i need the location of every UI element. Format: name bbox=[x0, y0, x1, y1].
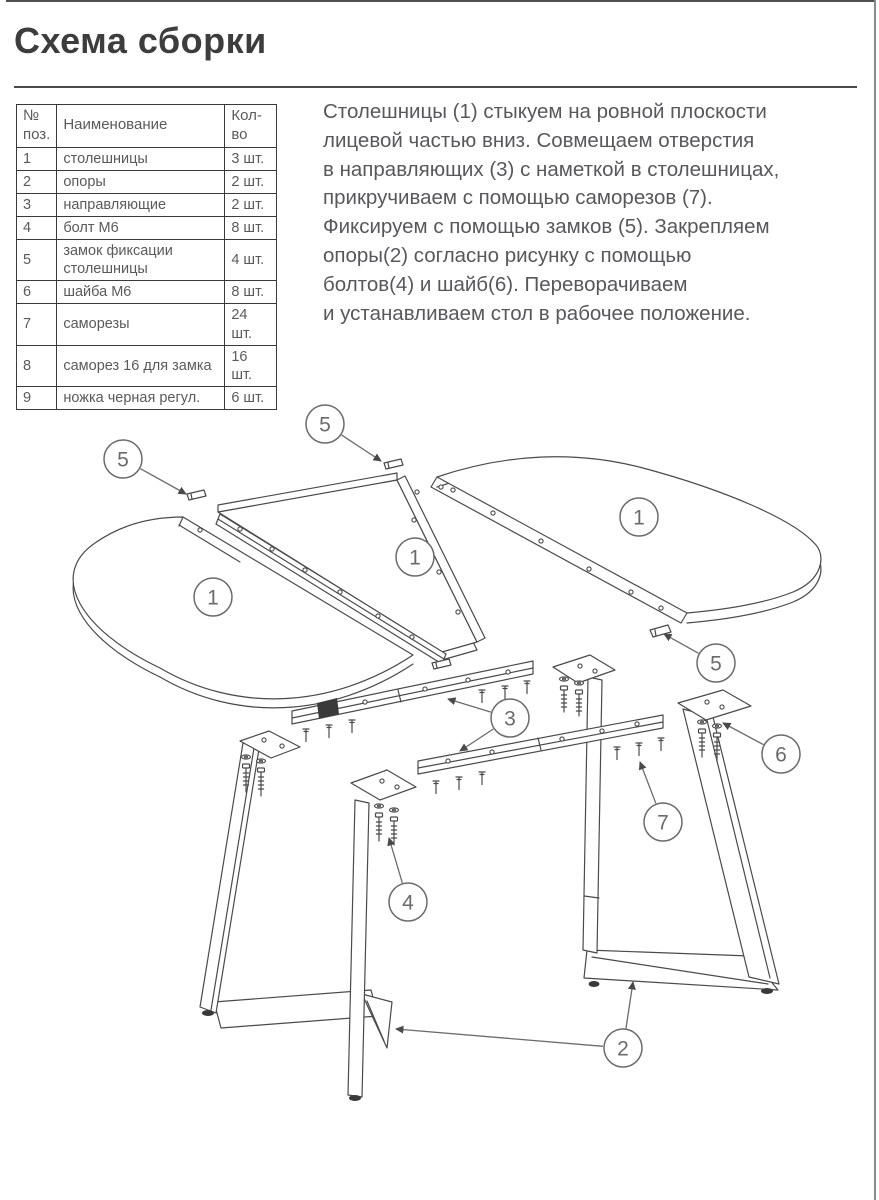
instruction-line: лицевой частью вниз. Совмещаем отверстия bbox=[323, 128, 755, 152]
callout-arrow bbox=[342, 435, 381, 461]
parts-table-column-header: № поз. bbox=[17, 105, 57, 148]
parts-table-cell: 3 bbox=[17, 193, 57, 216]
parts-table-cell: 1 bbox=[17, 147, 57, 170]
parts-table-column-header: Кол-во bbox=[225, 105, 277, 148]
parts-table-cell: 8 шт. bbox=[225, 281, 277, 304]
parts-table-row bbox=[17, 281, 277, 304]
page-title: Схема сборки bbox=[14, 20, 267, 61]
guide-rail-lower bbox=[418, 715, 663, 774]
parts-table-cell: опоры bbox=[57, 170, 225, 193]
instruction-line: Фиксируем с помощью замков (5). Закрепляем bbox=[323, 215, 770, 239]
instruction-line: в направляющих (3) с наметкой в столешницах, bbox=[323, 157, 780, 181]
callout-number: 1 bbox=[633, 506, 645, 530]
parts-table-row bbox=[17, 193, 277, 216]
parts-table-row bbox=[17, 147, 277, 170]
title-underline bbox=[14, 86, 857, 88]
parts-table-cell: саморезы bbox=[57, 304, 225, 345]
callout-number: 3 bbox=[504, 707, 516, 731]
parts-table-cell: 24 шт. bbox=[225, 304, 277, 345]
parts-table-cell: столешницы bbox=[57, 147, 225, 170]
parts-table-column-header: Наименование bbox=[57, 105, 225, 148]
callout-arrow bbox=[448, 699, 491, 712]
parts-table-cell: 6 bbox=[17, 281, 57, 304]
callout-number: 2 bbox=[617, 1037, 629, 1061]
callout-arrow bbox=[140, 469, 186, 494]
parts-table-cell: 16 шт. bbox=[225, 345, 277, 386]
support-frame-left bbox=[200, 731, 416, 1101]
page-top-border bbox=[6, 0, 875, 2]
parts-table-cell: 2 шт. bbox=[225, 193, 277, 216]
parts-table-cell: 9 bbox=[17, 386, 57, 409]
callout-arrow bbox=[626, 982, 633, 1028]
assembly-diagram bbox=[0, 400, 879, 1140]
parts-table-cell: болт М6 bbox=[57, 216, 225, 239]
instruction-line: Столешницы (1) стыкуем на ровной плоскости bbox=[323, 100, 767, 123]
callout-number: 5 bbox=[117, 448, 129, 472]
parts-table-row bbox=[17, 216, 277, 239]
callout-number: 1 bbox=[409, 546, 421, 570]
callout-number: 7 bbox=[657, 811, 669, 835]
callout-number: 5 bbox=[319, 413, 331, 437]
instruction-line: и устанавливаем стол в рабочее положение. bbox=[323, 301, 751, 325]
parts-table-cell: 7 bbox=[17, 304, 57, 345]
parts-table-header-row bbox=[17, 105, 277, 148]
parts-table-cell: 8 bbox=[17, 345, 57, 386]
assembly-instructions-text bbox=[323, 98, 871, 328]
parts-table-cell: 4 шт. bbox=[225, 240, 277, 281]
instruction-line: болтов(4) и шайб(6). Переворачиваем bbox=[323, 272, 688, 296]
parts-table-cell: 4 bbox=[17, 216, 57, 239]
parts-table-row bbox=[17, 240, 277, 281]
tabletop-right-section bbox=[431, 457, 821, 623]
callout-number: 4 bbox=[402, 891, 414, 915]
parts-table-cell: 6 шт. bbox=[225, 386, 277, 409]
parts-table-row bbox=[17, 170, 277, 193]
parts-table-row bbox=[17, 345, 277, 386]
callout-arrow bbox=[640, 762, 656, 803]
callout-number: 6 bbox=[775, 743, 787, 767]
parts-table-cell: 3 шт. bbox=[225, 147, 277, 170]
parts-table-row bbox=[17, 304, 277, 345]
callout-number: 1 bbox=[207, 586, 219, 610]
parts-table-cell: замок фиксации столешницы bbox=[57, 240, 225, 281]
parts-table bbox=[16, 104, 277, 410]
parts-table-cell: 8 шт. bbox=[225, 216, 277, 239]
parts-table-cell: шайба М6 bbox=[57, 281, 225, 304]
callout-arrow bbox=[389, 838, 402, 883]
parts-table-cell: саморез 16 для замка bbox=[57, 345, 225, 386]
parts-table-cell: 5 bbox=[17, 240, 57, 281]
parts-table-cell: 2 bbox=[17, 170, 57, 193]
callout-arrow bbox=[664, 634, 699, 653]
parts-table-cell: 2 шт. bbox=[225, 170, 277, 193]
instruction-line: прикручиваем с помощью саморезов (7). bbox=[323, 186, 713, 210]
instruction-line: опоры(2) согласно рисунку с помощью bbox=[323, 243, 692, 267]
parts-table-cell: направляющие bbox=[57, 193, 225, 216]
callout-arrow bbox=[723, 723, 763, 745]
parts-table-cell: ножка черная регул. bbox=[57, 386, 225, 409]
callout-arrow bbox=[396, 1029, 603, 1046]
callout-number: 5 bbox=[710, 652, 722, 676]
